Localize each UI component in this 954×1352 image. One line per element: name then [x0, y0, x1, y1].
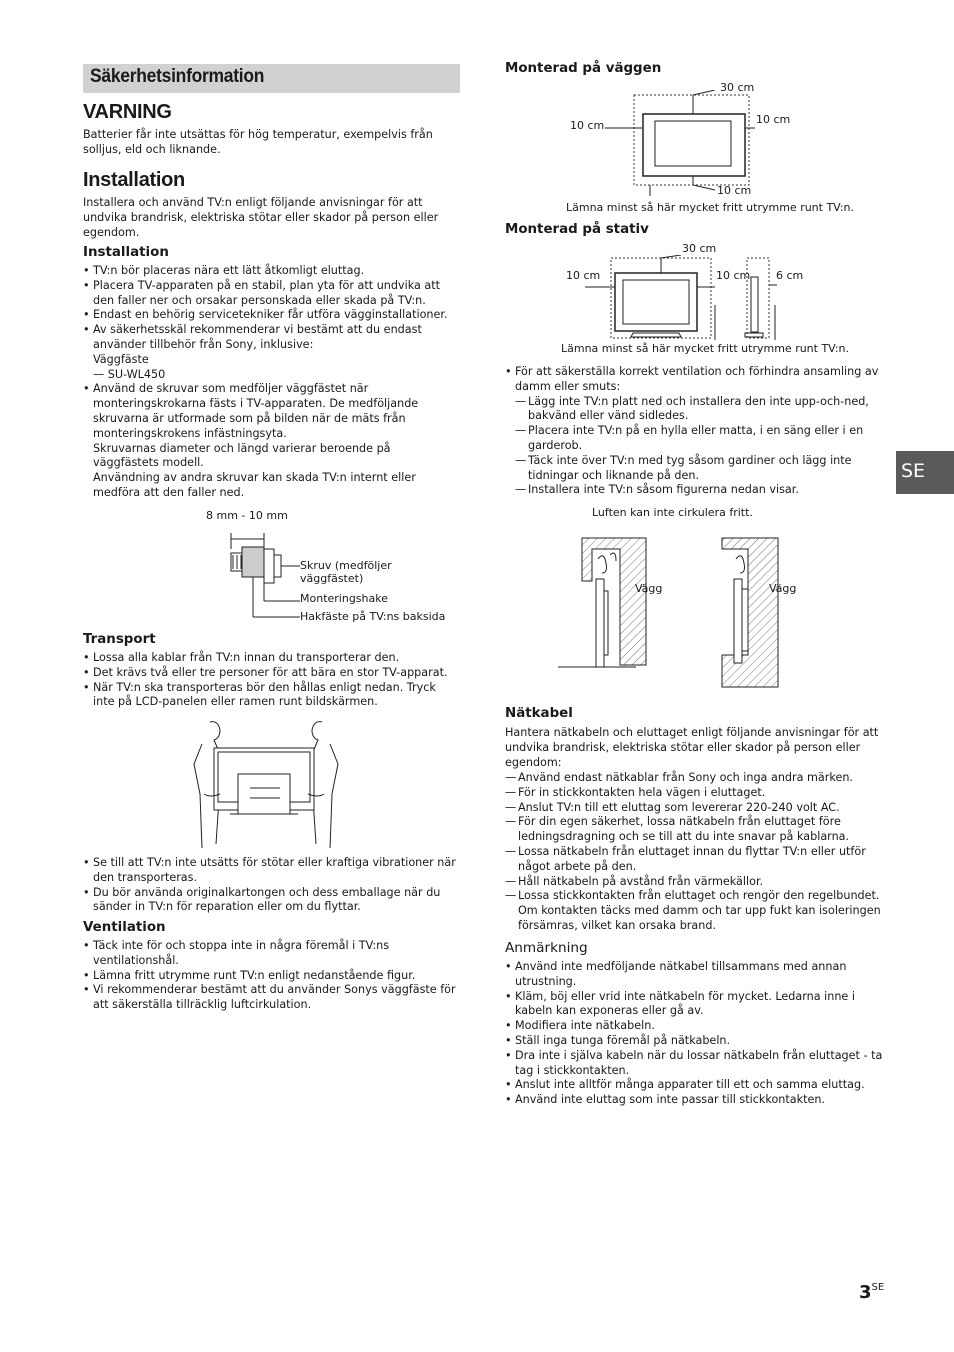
transport-illustration: [180, 718, 350, 848]
list-item: • Kläm, böj eller vrid inte nätkabeln för mycket. Ledarna inne i kabeln kan exponeras eller gå av.: [505, 990, 883, 1020]
note-heading: Anmärkning: [505, 940, 588, 956]
section-title-bar: [83, 64, 460, 93]
wall-bracket-model: — SU-WL450: [93, 367, 166, 381]
power-cable-intro: Hantera nätkabeln och eluttaget enligt följande anvisningar för att undvika brandrisk, elektriska stötar eller skador på person eller egendom:: [505, 726, 879, 769]
list-item: • Lämna fritt utrymme runt TV:n enligt nedanstående figur.: [83, 969, 459, 984]
installation-subheading: Installation: [83, 245, 169, 260]
wall-mount-caption: Lämna minst så här mycket fritt utrymme runt TV:n.: [566, 201, 854, 214]
list-item: — Installera inte TV:n såsom figurerna nedan visar.: [515, 483, 883, 498]
note-list: [505, 960, 883, 1108]
list-item: • TV:n bör placeras nära ett lätt åtkomligt eluttag.: [83, 264, 459, 279]
list-item: • Endast en behörig servicetekniker får utföra vägginstallationer.: [83, 308, 459, 323]
installation-heading: Installation: [83, 169, 185, 191]
page-number-suffix: SE: [871, 1282, 885, 1293]
transport-list: [83, 651, 459, 710]
section-title: Säkerhetsinformation: [90, 66, 265, 87]
stand-back-clearance: 6 cm: [776, 269, 804, 282]
screw-text-2: Skruvarnas diameter och längd varierar beroende på väggfästets modell.: [93, 441, 391, 470]
ventilation-list: [83, 939, 459, 1013]
list-item: • Ställ inga tunga föremål på nätkabeln.: [505, 1034, 883, 1049]
back-hook-label: Hakfäste på TV:ns baksida: [300, 610, 446, 623]
language-tab-label: SE: [901, 460, 926, 482]
wall-label-left: Vägg: [635, 582, 663, 595]
list-item: — Lägg inte TV:n platt ned och installera den inte upp-och-ned, bakvänd eller vänd sidledes.: [515, 395, 883, 425]
list-item: • Lossa alla kablar från TV:n innan du transporterar den.: [83, 651, 459, 666]
list-item: — För in stickkontakten hela vägen i eluttaget.: [505, 786, 883, 801]
wall-bottom-clearance: 10 cm: [717, 184, 752, 197]
stand-right-clearance: 10 cm: [716, 269, 751, 282]
ventilation-heading: Ventilation: [83, 920, 166, 935]
stand-top-clearance: 30 cm: [682, 242, 717, 255]
screw-diagram: [220, 525, 300, 620]
list-item: • Använd inte eluttag som inte passar till stickkontakten.: [505, 1093, 883, 1108]
page-number: [859, 1282, 884, 1303]
transport-heading: Transport: [83, 632, 156, 647]
list-item: • Vi rekommenderar bestämt att du använder Sonys väggfäste för att säkerställa tillräcklig luftcirkulation.: [83, 983, 459, 1013]
list-item: • Modifiera inte nätkabeln.: [505, 1019, 883, 1034]
stand-mount-caption: Lämna minst så här mycket fritt utrymme runt TV:n.: [561, 342, 849, 355]
list-item: • Dra inte i själva kabeln när du lossar nätkabeln från eluttaget - ta tag i stickkontakten.: [505, 1049, 883, 1079]
wall-bracket-label: Väggfäste: [93, 352, 149, 366]
warning-heading: VARNING: [83, 101, 172, 123]
power-cable-heading: Nätkabel: [505, 706, 573, 721]
list-item: — För din egen säkerhet, lossa nätkabeln från eluttaget före ledningsdragning och se till att du inte snavar på kablarna.: [505, 815, 883, 845]
list-item: • Använd inte medföljande nätkabel tillsammans med annan utrustning.: [505, 960, 883, 990]
power-cable-list: [505, 771, 883, 934]
list-item: — Lossa nätkabeln från eluttaget innan du flyttar TV:n eller utför något arbete på den.: [505, 845, 883, 875]
wall-mount-heading: Monterad på väggen: [505, 61, 662, 76]
list-item: • När TV:n ska transporteras bör den hållas enligt nedan. Tryck inte på LCD-panelen eller ramen runt bildskärmen.: [83, 681, 459, 711]
stand-mount-diagram: [585, 255, 780, 340]
list-item: [505, 365, 883, 498]
screw-text: Använd de skruvar som medföljer väggfästet när monteringskrokarna fästs i TV-apparaten. De medföljande skruvarna är utformade som på bilden när de mäts från monteringskrokens infästningsyta.: [93, 382, 419, 440]
list-item: [83, 382, 459, 500]
ventilation-guidelines: [505, 365, 883, 498]
wall-mount-diagram: [605, 90, 760, 196]
wall-label-right: Vägg: [769, 582, 797, 595]
airflow-caption: Luften kan inte cirkulera fritt.: [592, 506, 753, 519]
list-item: — Anslut TV:n till ett eluttag som levererar 220-240 volt AC.: [505, 801, 883, 816]
transport-list-2: [83, 856, 459, 915]
installation-list: [83, 264, 459, 501]
warning-text: Batterier får inte utsättas för hög temperatur, exempelvis från solljus, eld och liknande.: [83, 128, 433, 156]
list-item: — Lossa stickkontakten från eluttaget och rengör den regelbundet. Om kontakten täcks med damm och tar upp fukt kan isoleringen försämras, vilket kan orsaka brand.: [505, 889, 883, 933]
stand-mount-heading: Monterad på stativ: [505, 222, 649, 237]
hook-label: Monteringshake: [300, 592, 388, 605]
list-item: — Håll nätkabeln på avstånd från värmekällor.: [505, 875, 883, 890]
list-item: — Täck inte över TV:n med tyg såsom gardiner och lägg inte tidningar och liknande på den.: [515, 454, 883, 484]
installation-intro: Installera och använd TV:n enligt följande anvisningar för att undvika brandrisk, elektriska stötar eller skador på person eller egendom.: [83, 196, 439, 239]
stand-left-clearance: 10 cm: [566, 269, 601, 282]
screw-label: Skruv (medföljer väggfästet): [300, 559, 392, 585]
screw-dimension: 8 mm - 10 mm: [206, 509, 288, 522]
screw-text-3: Användning av andra skruvar kan skada TV:n internt eller medföra att den faller ned.: [93, 471, 416, 499]
list-item: — Använd endast nätkablar från Sony och inga andra märken.: [505, 771, 883, 786]
page-number-value: 3: [859, 1282, 872, 1303]
accessories-text: Av säkerhetsskäl rekommenderar vi bestämt att du endast använder tillbehör från Sony, inklusive:: [93, 323, 422, 351]
wall-top-clearance: 30 cm: [720, 81, 755, 94]
list-item: — Placera inte TV:n på en hylla eller matta, i en säng eller i en garderob.: [515, 424, 883, 454]
language-tab: [896, 451, 954, 494]
list-item: • Du bör använda originalkartongen och dess emballage när du sänder in TV:n för reparation eller om du flyttar.: [83, 886, 459, 916]
list-item: • Placera TV-apparaten på en stabil, plan yta för att undvika att den faller ner och orsakar personskada eller skada på TV:n.: [83, 279, 459, 309]
list-item: • Se till att TV:n inte utsätts för stötar eller kraftiga vibrationer när den transporteras.: [83, 856, 459, 886]
wall-left-clearance: 10 cm: [570, 119, 605, 132]
airflow-diagram: [558, 535, 783, 691]
list-item: [83, 323, 459, 382]
list-item: • Anslut inte alltför många apparater till ett och samma eluttag.: [505, 1078, 883, 1093]
ventilation-intro: För att säkerställa korrekt ventilation och förhindra ansamling av damm eller smuts:: [515, 365, 879, 393]
wall-right-clearance: 10 cm: [756, 113, 791, 126]
list-item: • Det krävs två eller tre personer för att bära en stor TV-apparat.: [83, 666, 459, 681]
list-item: • Täck inte för och stoppa inte in några föremål i TV:ns ventilationshål.: [83, 939, 459, 969]
